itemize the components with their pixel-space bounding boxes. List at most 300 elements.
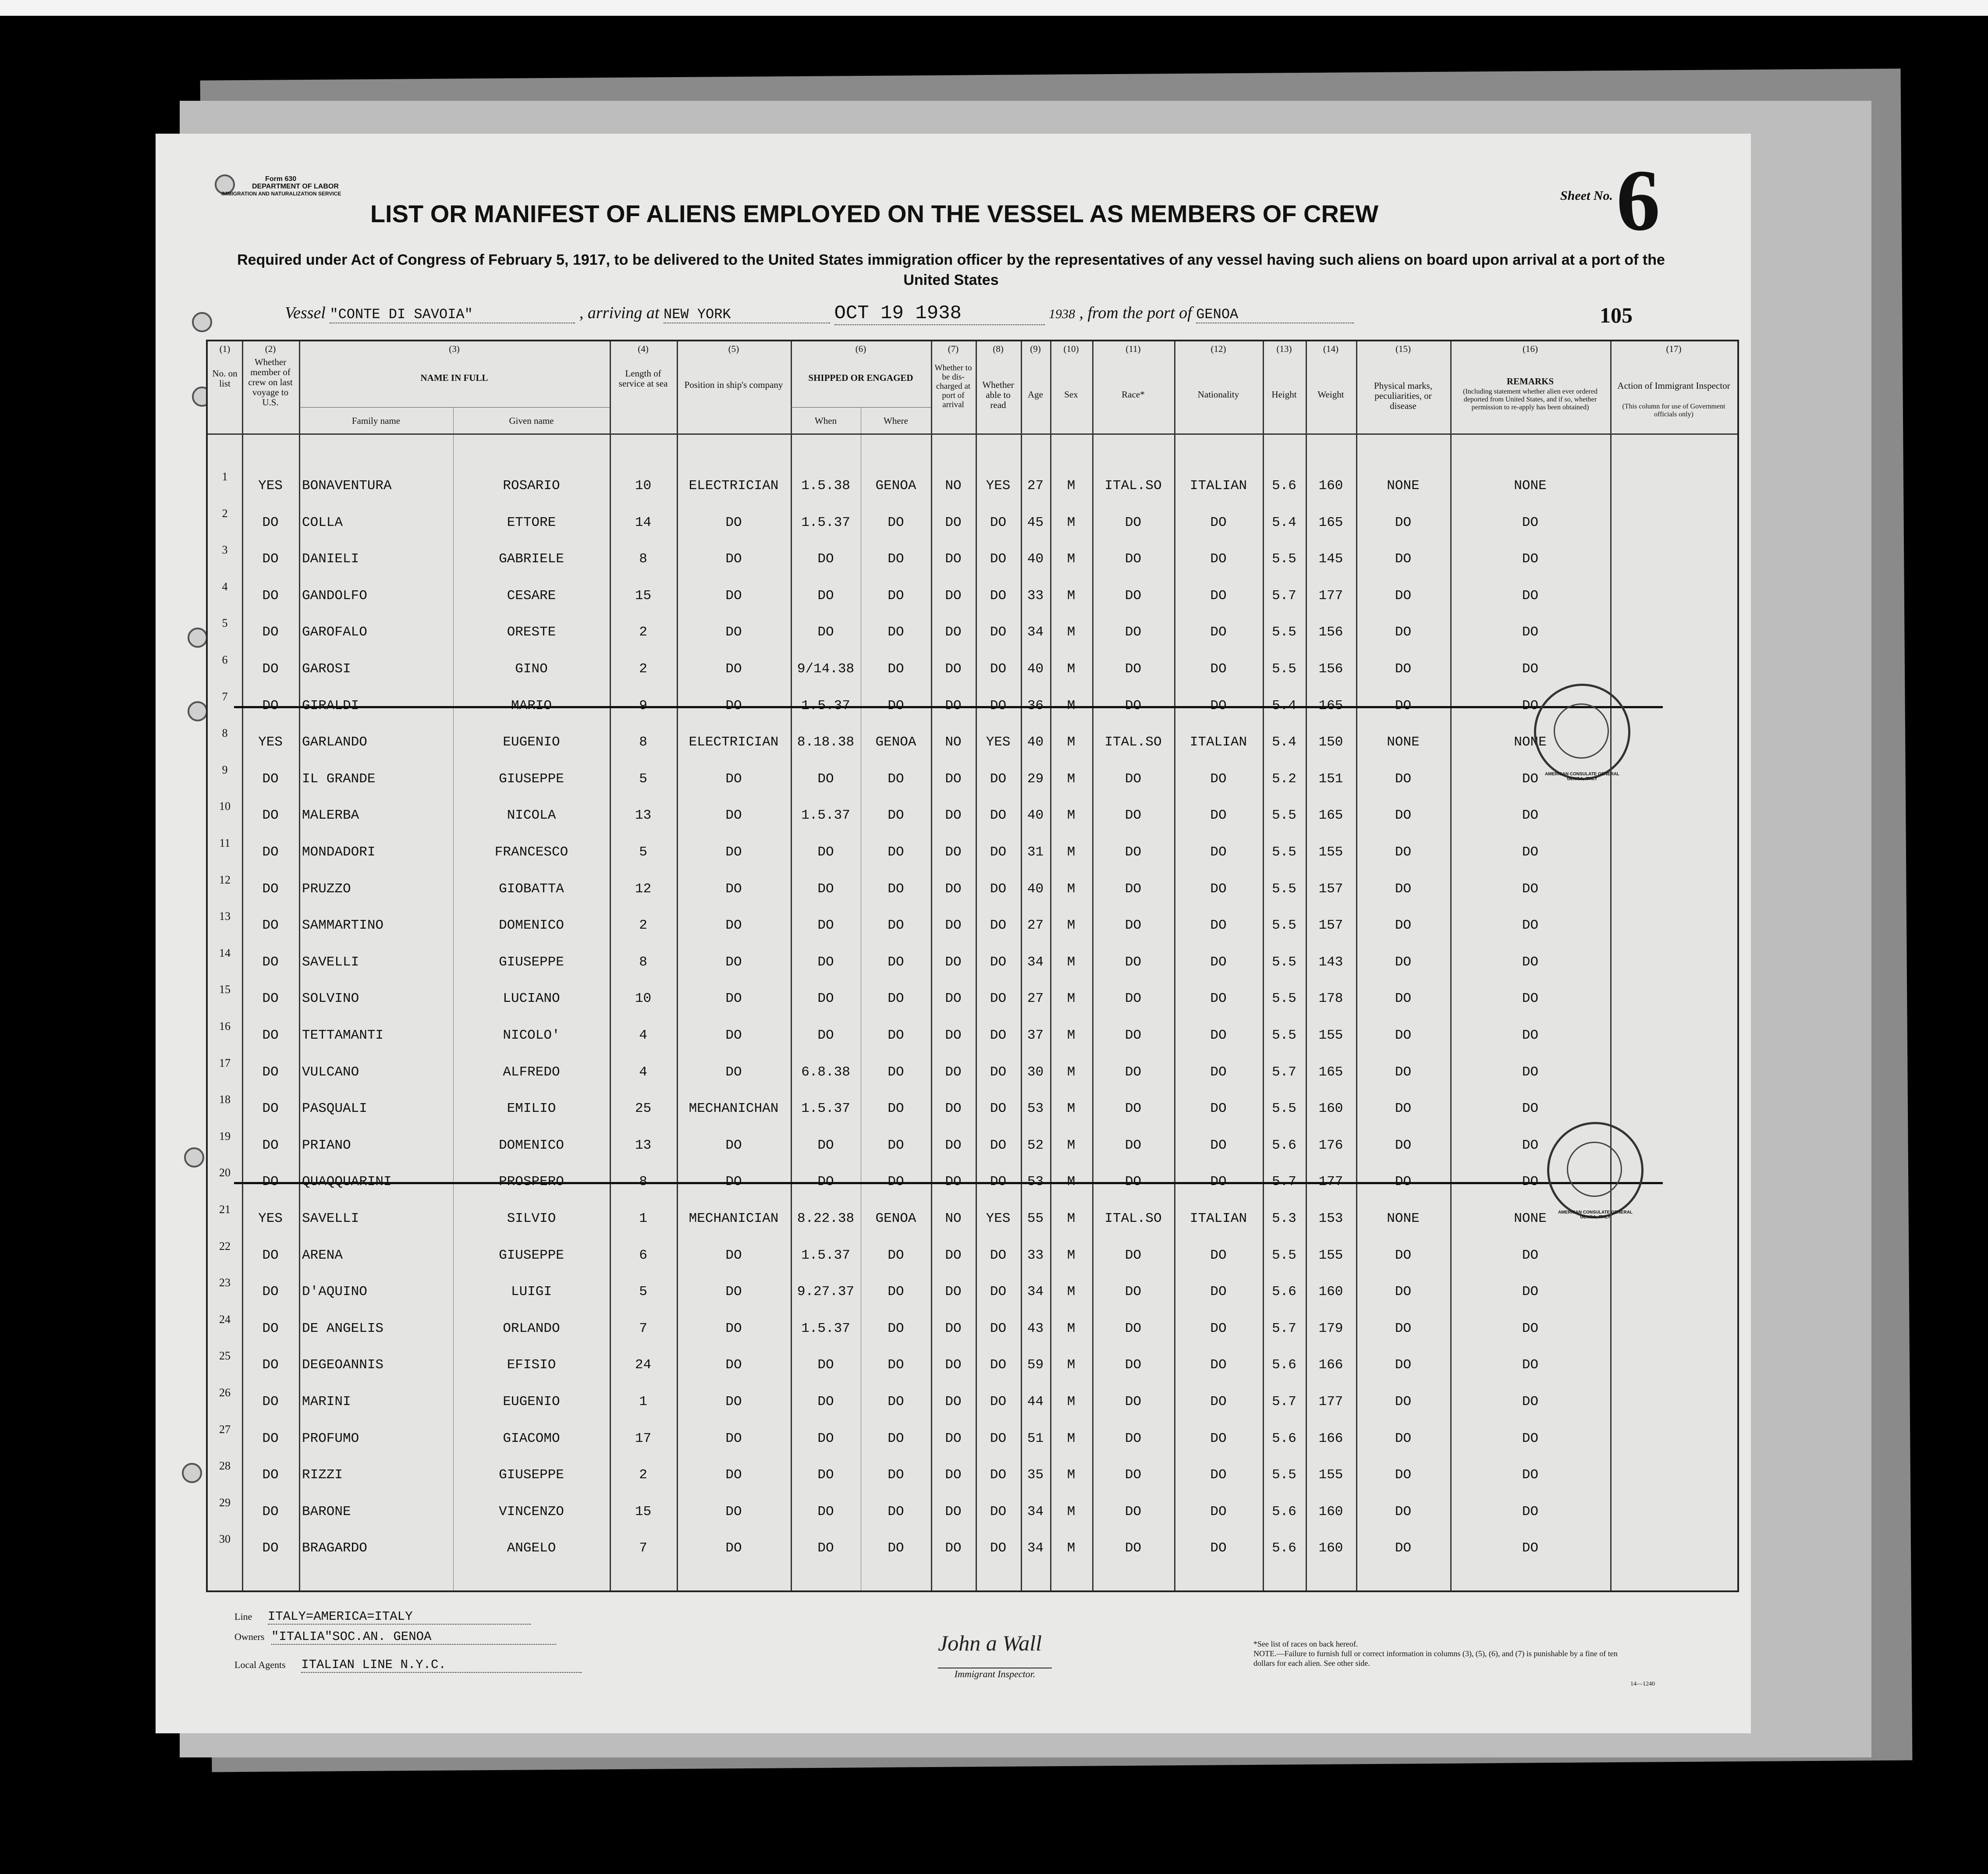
cell-disch: DO bbox=[945, 1540, 962, 1556]
cell-nat: DO bbox=[1210, 1394, 1227, 1409]
table-row bbox=[208, 652, 1737, 689]
table-row bbox=[208, 1274, 1737, 1311]
cell-height: 5.7 bbox=[1272, 1174, 1296, 1190]
cell-service: 9 bbox=[639, 698, 647, 713]
cell-nat: DO bbox=[1210, 991, 1227, 1007]
cell-disch: DO bbox=[945, 551, 962, 567]
col-6-when: When bbox=[814, 415, 837, 426]
cell-when: 9/14.38 bbox=[797, 661, 855, 677]
cell-race: DO bbox=[1125, 1028, 1142, 1043]
col-1-label: No. on list bbox=[212, 368, 238, 389]
cell-nat: DO bbox=[1210, 845, 1227, 860]
cell-marks: DO bbox=[1395, 1394, 1412, 1409]
cell-weight: 150 bbox=[1318, 735, 1343, 750]
punch-hole bbox=[192, 312, 212, 332]
col-7-num: (7) bbox=[948, 344, 959, 354]
manifest-table bbox=[206, 340, 1739, 1592]
cell-height: 5.5 bbox=[1272, 845, 1296, 860]
cell-prev: YES bbox=[258, 478, 283, 493]
cell-position: ELECTRICIAN bbox=[689, 478, 779, 493]
cell-service: 13 bbox=[635, 808, 652, 823]
cell-position: DO bbox=[725, 1430, 742, 1446]
cell-no: 6 bbox=[222, 653, 228, 666]
col-3-given: Given name bbox=[509, 415, 554, 426]
cell-race: DO bbox=[1125, 515, 1142, 530]
cell-remarks: DO bbox=[1522, 1540, 1539, 1556]
cell-marks: NONE bbox=[1387, 735, 1420, 750]
cell-height: 5.7 bbox=[1272, 588, 1296, 603]
cell-disch: DO bbox=[945, 515, 962, 530]
cell-read: DO bbox=[990, 1467, 1007, 1483]
cell-where: DO bbox=[888, 1174, 904, 1190]
cell-no: 20 bbox=[219, 1166, 231, 1179]
cell-race: DO bbox=[1125, 1430, 1142, 1446]
punch-hole bbox=[188, 701, 208, 721]
cell-service: 7 bbox=[639, 1320, 647, 1336]
cell-disch: DO bbox=[945, 1064, 962, 1080]
cell-family: QUAQQUARINI bbox=[302, 1174, 392, 1190]
col-17-num: (17) bbox=[1666, 344, 1682, 354]
cell-read: DO bbox=[990, 698, 1007, 713]
cell-remarks: DO bbox=[1522, 881, 1539, 897]
table-row bbox=[208, 1531, 1737, 1568]
cell-remarks: DO bbox=[1522, 1174, 1539, 1190]
cell-nat: DO bbox=[1210, 551, 1227, 567]
cell-age: 27 bbox=[1027, 918, 1044, 933]
cell-service: 14 bbox=[635, 515, 652, 530]
cell-prev: YES bbox=[258, 1211, 283, 1226]
cell-family: GAROFALO bbox=[302, 625, 367, 640]
table-row bbox=[208, 1384, 1737, 1421]
col-10-label: Sex bbox=[1064, 389, 1078, 400]
cell-read: DO bbox=[990, 661, 1007, 677]
col-7-label: Whether to be dis-charged at port of arrival bbox=[934, 363, 972, 409]
cell-prev: DO bbox=[262, 1101, 279, 1117]
cell-nat: DO bbox=[1210, 1064, 1227, 1080]
cell-nat: DO bbox=[1210, 1284, 1227, 1300]
cell-weight: 160 bbox=[1318, 1540, 1343, 1556]
cell-family: MONDADORI bbox=[302, 845, 376, 860]
col-10-num: (10) bbox=[1063, 344, 1079, 354]
cell-given: CESARE bbox=[507, 588, 556, 603]
cell-service: 2 bbox=[639, 661, 647, 677]
cell-height: 5.5 bbox=[1272, 1028, 1296, 1043]
cell-read: DO bbox=[990, 1064, 1007, 1080]
cell-position: MECHANICIAN bbox=[689, 1211, 779, 1226]
cell-race: DO bbox=[1125, 1174, 1142, 1190]
cell-given: GIOBATTA bbox=[499, 881, 564, 897]
cell-no: 12 bbox=[219, 873, 231, 886]
cell-when: 9.27.37 bbox=[797, 1284, 855, 1300]
cell-prev: DO bbox=[262, 1028, 279, 1043]
cell-remarks: DO bbox=[1522, 954, 1539, 970]
cell-nat: DO bbox=[1210, 1247, 1227, 1263]
cell-sex: M bbox=[1067, 771, 1076, 787]
stamp-text: AMERICAN CONSULATE GENERAL GENOA, ITALY bbox=[1558, 1210, 1633, 1220]
cell-race: DO bbox=[1125, 1137, 1142, 1153]
cell-service: 24 bbox=[635, 1357, 652, 1373]
cell-disch: DO bbox=[945, 588, 962, 603]
cell-remarks: DO bbox=[1522, 1137, 1539, 1153]
cell-read: DO bbox=[990, 1101, 1007, 1117]
cell-weight: 166 bbox=[1318, 1357, 1343, 1373]
cell-sex: M bbox=[1067, 478, 1076, 493]
cell-age: 51 bbox=[1027, 1430, 1044, 1446]
col-6-num: (6) bbox=[855, 344, 866, 354]
cell-disch: DO bbox=[945, 1394, 962, 1409]
page-title: LIST OR MANIFEST OF ALIENS EMPLOYED ON THE VESSEL AS MEMBERS OF CREW bbox=[370, 200, 1379, 227]
print-code: 14—1240 bbox=[1630, 1681, 1655, 1687]
cell-when: 6.8.38 bbox=[801, 1064, 850, 1080]
cell-disch: DO bbox=[945, 1247, 962, 1263]
cell-where: DO bbox=[888, 1357, 904, 1373]
col-5-num: (5) bbox=[728, 344, 739, 354]
cell-age: 43 bbox=[1027, 1320, 1044, 1336]
cell-nat: DO bbox=[1210, 1430, 1227, 1446]
cell-service: 10 bbox=[635, 991, 652, 1007]
col-6-where: Where bbox=[884, 415, 908, 426]
cell-given: ETTORE bbox=[507, 515, 556, 530]
cell-marks: DO bbox=[1395, 1028, 1412, 1043]
col-17-label: Action of Immigrant Inspector bbox=[1617, 380, 1730, 391]
cell-height: 5.6 bbox=[1272, 1540, 1296, 1556]
cell-weight: 145 bbox=[1318, 551, 1343, 567]
cell-given: ORESTE bbox=[507, 625, 556, 640]
cell-position: DO bbox=[725, 588, 742, 603]
cell-where: DO bbox=[888, 1247, 904, 1263]
cell-marks: DO bbox=[1395, 551, 1412, 567]
inspector-signature: John a Wall bbox=[938, 1631, 1042, 1655]
cell-remarks: DO bbox=[1522, 1430, 1539, 1446]
cell-remarks: NONE bbox=[1514, 1211, 1547, 1226]
cell-family: MALERBA bbox=[302, 808, 359, 823]
cell-no: 18 bbox=[219, 1093, 231, 1106]
cell-sex: M bbox=[1067, 588, 1076, 603]
cell-marks: DO bbox=[1395, 918, 1412, 933]
table-row bbox=[208, 615, 1737, 652]
cell-remarks: DO bbox=[1522, 845, 1539, 860]
cell-nat: DO bbox=[1210, 1540, 1227, 1556]
cell-disch: DO bbox=[945, 954, 962, 970]
cell-sex: M bbox=[1067, 1320, 1076, 1336]
col-12-label: Nationality bbox=[1197, 389, 1239, 400]
cell-weight: 165 bbox=[1318, 1064, 1343, 1080]
cell-position: DO bbox=[725, 625, 742, 640]
name-subheader-rule bbox=[299, 407, 610, 408]
cell-age: 40 bbox=[1027, 551, 1044, 567]
consulate-stamp bbox=[1534, 684, 1630, 780]
owners-value: "ITALIA"SOC.AN. GENOA bbox=[271, 1629, 556, 1645]
cell-race: DO bbox=[1125, 954, 1142, 970]
cell-sex: M bbox=[1067, 1101, 1076, 1117]
cell-read: YES bbox=[986, 735, 1011, 750]
cell-read: DO bbox=[990, 771, 1007, 787]
cell-service: 8 bbox=[639, 735, 647, 750]
col-6-label: SHIPPED OR ENGAGED bbox=[808, 373, 913, 383]
cell-given: FRANCESCO bbox=[494, 845, 568, 860]
header-bottom-rule bbox=[208, 433, 1737, 435]
cell-service: 4 bbox=[639, 1028, 647, 1043]
cell-race: DO bbox=[1125, 1394, 1142, 1409]
cell-prev: YES bbox=[258, 735, 283, 750]
cell-remarks: DO bbox=[1522, 588, 1539, 603]
cell-sex: M bbox=[1067, 808, 1076, 823]
cell-remarks: NONE bbox=[1514, 478, 1547, 493]
cell-where: DO bbox=[888, 661, 904, 677]
cell-weight: 156 bbox=[1318, 625, 1343, 640]
cell-marks: DO bbox=[1395, 625, 1412, 640]
cell-where: DO bbox=[888, 771, 904, 787]
cell-no: 10 bbox=[219, 800, 231, 813]
department: DEPARTMENT OF LABOR bbox=[252, 183, 339, 190]
col-9-label: Age bbox=[1028, 389, 1043, 400]
cell-prev: DO bbox=[262, 1247, 279, 1263]
cell-service: 8 bbox=[639, 954, 647, 970]
cell-given: GIUSEPPE bbox=[499, 954, 564, 970]
cell-position: DO bbox=[725, 661, 742, 677]
cell-height: 5.3 bbox=[1272, 1211, 1296, 1226]
cell-weight: 155 bbox=[1318, 1467, 1343, 1483]
cell-service: 8 bbox=[639, 1174, 647, 1190]
cell-age: 34 bbox=[1027, 954, 1044, 970]
cell-marks: DO bbox=[1395, 1540, 1412, 1556]
cell-service: 4 bbox=[639, 1064, 647, 1080]
cell-sex: M bbox=[1067, 845, 1076, 860]
table-row bbox=[208, 945, 1737, 982]
cell-no: 27 bbox=[219, 1423, 231, 1436]
cell-nat: DO bbox=[1210, 625, 1227, 640]
cell-when: 1.5.37 bbox=[801, 698, 850, 713]
col-11-label: Race* bbox=[1122, 389, 1145, 400]
cell-read: DO bbox=[990, 1247, 1007, 1263]
cell-when: DO bbox=[817, 991, 834, 1007]
cell-read: DO bbox=[990, 1284, 1007, 1300]
cell-read: DO bbox=[990, 1504, 1007, 1519]
race-note: *See list of races on back hereof. bbox=[1253, 1640, 1358, 1648]
cell-read: DO bbox=[990, 881, 1007, 897]
cell-height: 5.6 bbox=[1272, 1430, 1296, 1446]
cell-sex: M bbox=[1067, 1504, 1076, 1519]
cell-when: DO bbox=[817, 845, 834, 860]
cell-position: DO bbox=[725, 551, 742, 567]
cell-remarks: DO bbox=[1522, 918, 1539, 933]
cell-service: 8 bbox=[639, 551, 647, 567]
table-row bbox=[208, 872, 1737, 909]
cell-height: 5.6 bbox=[1272, 1357, 1296, 1373]
cell-no: 19 bbox=[219, 1129, 231, 1143]
cell-family: BONAVENTURA bbox=[302, 478, 392, 493]
cell-weight: 178 bbox=[1318, 991, 1343, 1007]
cell-family: SAMMARTINO bbox=[302, 918, 384, 933]
cell-family: BARONE bbox=[302, 1504, 351, 1519]
line-label: Line bbox=[234, 1611, 252, 1622]
cell-age: 40 bbox=[1027, 661, 1044, 677]
cell-given: GINO bbox=[515, 661, 548, 677]
cell-no: 2 bbox=[222, 507, 228, 520]
cell-remarks: DO bbox=[1522, 1064, 1539, 1080]
cell-age: 34 bbox=[1027, 1540, 1044, 1556]
cell-age: 53 bbox=[1027, 1174, 1044, 1190]
cell-marks: DO bbox=[1395, 698, 1412, 713]
cell-prev: DO bbox=[262, 1394, 279, 1409]
cell-no: 26 bbox=[219, 1386, 231, 1399]
cell-sex: M bbox=[1067, 735, 1076, 750]
cell-prev: DO bbox=[262, 1174, 279, 1190]
cell-disch: NO bbox=[945, 735, 962, 750]
cell-nat: DO bbox=[1210, 1467, 1227, 1483]
cell-sex: M bbox=[1067, 551, 1076, 567]
table-row bbox=[208, 798, 1737, 835]
cell-no: 9 bbox=[222, 763, 228, 776]
cell-disch: DO bbox=[945, 771, 962, 787]
cell-nat: DO bbox=[1210, 698, 1227, 713]
cell-sex: M bbox=[1067, 1540, 1076, 1556]
cell-age: 45 bbox=[1027, 515, 1044, 530]
cell-when: DO bbox=[817, 1357, 834, 1373]
cell-where: DO bbox=[888, 1540, 904, 1556]
cell-race: DO bbox=[1125, 808, 1142, 823]
cell-read: DO bbox=[990, 1540, 1007, 1556]
col-13-num: (13) bbox=[1276, 344, 1292, 354]
cell-when: DO bbox=[817, 1394, 834, 1409]
col-14-label: Weight bbox=[1317, 389, 1344, 400]
table-row bbox=[208, 1311, 1737, 1348]
cell-when: DO bbox=[817, 1467, 834, 1483]
cell-race: DO bbox=[1125, 625, 1142, 640]
line-value: ITALY=AMERICA=ITALY bbox=[268, 1609, 531, 1625]
cell-sex: M bbox=[1067, 1028, 1076, 1043]
cell-no: 4 bbox=[222, 580, 228, 593]
cell-prev: DO bbox=[262, 1284, 279, 1300]
cell-sex: M bbox=[1067, 991, 1076, 1007]
cell-disch: DO bbox=[945, 1357, 962, 1373]
cell-race: DO bbox=[1125, 698, 1142, 713]
cell-position: DO bbox=[725, 1028, 742, 1043]
cell-weight: 160 bbox=[1318, 1504, 1343, 1519]
cell-given: SILVIO bbox=[507, 1211, 556, 1226]
cell-read: DO bbox=[990, 1320, 1007, 1336]
cell-when: 1.5.37 bbox=[801, 808, 850, 823]
cell-age: 53 bbox=[1027, 1101, 1044, 1117]
cell-disch: DO bbox=[945, 661, 962, 677]
cell-no: 25 bbox=[219, 1349, 231, 1363]
cell-position: DO bbox=[725, 1247, 742, 1263]
cell-family: DE ANGELIS bbox=[302, 1320, 384, 1336]
cell-height: 5.4 bbox=[1272, 698, 1296, 713]
cell-remarks: DO bbox=[1522, 991, 1539, 1007]
cell-when: DO bbox=[817, 1174, 834, 1190]
cell-where: GENOA bbox=[875, 1211, 916, 1226]
table-row bbox=[208, 468, 1737, 505]
cell-nat: DO bbox=[1210, 771, 1227, 787]
cell-nat: DO bbox=[1210, 808, 1227, 823]
departure-port: GENOA bbox=[1196, 306, 1354, 323]
col-16-num: (16) bbox=[1523, 344, 1538, 354]
cell-height: 5.5 bbox=[1272, 918, 1296, 933]
cell-position: DO bbox=[725, 1064, 742, 1080]
cell-position: DO bbox=[725, 1504, 742, 1519]
cell-marks: NONE bbox=[1387, 1211, 1420, 1226]
cell-family: MARINI bbox=[302, 1394, 351, 1409]
cell-age: 29 bbox=[1027, 771, 1044, 787]
cell-given: EMILIO bbox=[507, 1101, 556, 1117]
cell-weight: 160 bbox=[1318, 478, 1343, 493]
cell-where: DO bbox=[888, 881, 904, 897]
cell-family: GAROSI bbox=[302, 661, 351, 677]
cell-family: DANIELI bbox=[302, 551, 359, 567]
cell-read: DO bbox=[990, 991, 1007, 1007]
cell-marks: DO bbox=[1395, 1284, 1412, 1300]
cell-where: DO bbox=[888, 1101, 904, 1117]
cell-disch: DO bbox=[945, 881, 962, 897]
cell-prev: DO bbox=[262, 515, 279, 530]
cell-disch: DO bbox=[945, 808, 962, 823]
cell-when: 1.5.37 bbox=[801, 1101, 850, 1117]
cell-family: BRAGARDO bbox=[302, 1540, 367, 1556]
cell-where: DO bbox=[888, 1137, 904, 1153]
cell-height: 5.6 bbox=[1272, 478, 1296, 493]
cell-no: 30 bbox=[219, 1533, 231, 1546]
cell-no: 16 bbox=[219, 1020, 231, 1033]
cell-race: DO bbox=[1125, 1320, 1142, 1336]
cell-when: DO bbox=[817, 551, 834, 567]
cell-no: 23 bbox=[219, 1276, 231, 1289]
cell-where: DO bbox=[888, 1394, 904, 1409]
cell-service: 5 bbox=[639, 1284, 647, 1300]
cell-height: 5.5 bbox=[1272, 661, 1296, 677]
cell-race: DO bbox=[1125, 1101, 1142, 1117]
col-15-label: Physical marks, peculiarities, or disease bbox=[1374, 380, 1432, 411]
strike-through-line bbox=[234, 1182, 1663, 1184]
cell-given: VINCENZO bbox=[499, 1504, 564, 1519]
col-12-num: (12) bbox=[1211, 344, 1226, 354]
cell-position: DO bbox=[725, 991, 742, 1007]
consulate-stamp bbox=[1547, 1122, 1644, 1218]
cell-position: DO bbox=[725, 698, 742, 713]
cell-family: COLLA bbox=[302, 515, 343, 530]
cell-where: DO bbox=[888, 1064, 904, 1080]
cell-race: DO bbox=[1125, 1357, 1142, 1373]
cell-disch: DO bbox=[945, 1504, 962, 1519]
cell-service: 5 bbox=[639, 845, 647, 860]
cell-given: DOMENICO bbox=[499, 1137, 564, 1153]
cell-age: 34 bbox=[1027, 1504, 1044, 1519]
cell-given: GIUSEPPE bbox=[499, 1467, 564, 1483]
cell-weight: 177 bbox=[1318, 1174, 1343, 1190]
cell-sex: M bbox=[1067, 515, 1076, 530]
cell-when: DO bbox=[817, 881, 834, 897]
cell-race: DO bbox=[1125, 551, 1142, 567]
cell-age: 34 bbox=[1027, 1284, 1044, 1300]
cell-read: DO bbox=[990, 625, 1007, 640]
cell-given: EFISIO bbox=[507, 1357, 556, 1373]
cell-family: PRIANO bbox=[302, 1137, 351, 1153]
cell-read: YES bbox=[986, 478, 1011, 493]
cell-marks: DO bbox=[1395, 881, 1412, 897]
cell-age: 31 bbox=[1027, 845, 1044, 860]
cell-weight: 166 bbox=[1318, 1430, 1343, 1446]
table-row bbox=[208, 505, 1737, 542]
cell-height: 5.6 bbox=[1272, 1284, 1296, 1300]
sheet-number: 6 bbox=[1616, 152, 1660, 249]
cell-race: DO bbox=[1125, 1284, 1142, 1300]
cell-age: 36 bbox=[1027, 698, 1044, 713]
cell-when: DO bbox=[817, 771, 834, 787]
shipped-subheader-rule bbox=[791, 407, 931, 408]
table-row bbox=[208, 1018, 1737, 1055]
arriving-label: , arriving at bbox=[579, 304, 660, 322]
cell-marks: DO bbox=[1395, 954, 1412, 970]
